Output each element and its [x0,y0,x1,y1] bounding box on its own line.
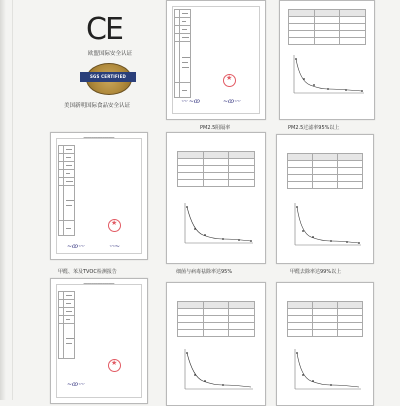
caption-pm25-filter: PM2.5阻隔率 [200,125,231,131]
data-table [287,153,363,189]
data-table [288,9,366,45]
test-report-card [166,132,266,264]
form-table [58,291,75,359]
sgs-caption: 美国新明国际食品安全认证 [64,103,131,109]
test-report-card [276,282,374,406]
test-report-card [166,282,266,406]
signature: ~ꝏ〰 [223,98,241,105]
red-stamp-icon [108,359,121,372]
signature: ~ꝏ〰 [67,381,85,388]
decay-curve-chart [177,199,255,251]
caption-formaldehyde-95: 细菌与病毒祛除率达95% [176,269,233,275]
caption-pm25-95: PM2.5过滤率95%以上 [288,125,340,131]
decay-curve-chart [287,199,363,253]
ce-mark-logo: CE [86,12,122,47]
scan-binding-line [12,0,13,400]
form-table [58,145,75,236]
data-table [287,301,363,337]
data-table [177,151,255,187]
decay-curve-chart [177,345,255,397]
caption-ndv-residue: 甲醛、苯及TVOC检测报告 [58,269,117,275]
decay-curve-chart [288,53,366,101]
scan-left-edge [0,0,6,400]
sgs-seal-ribbon: SGS CERTIFIED [80,72,136,82]
caption-formaldehyde-99: 甲醛去除率达99%以上 [290,269,342,275]
certificate-card: ━━━━━━━━━━━━━━━━ ★ ~ꝏ〰 [50,278,148,404]
red-stamp-icon [108,219,121,232]
signature: ~ꝏ〰 [67,243,85,250]
decay-curve-chart [287,345,363,397]
test-report-card [276,134,374,264]
red-stamp-icon [223,74,236,87]
ce-caption: 欧盟国际安全认证 [88,51,133,57]
data-table [177,301,255,337]
test-report-card [279,0,375,120]
form-table [174,9,191,98]
signature: 〰 ~ꝏ [181,98,200,105]
certificate-card [166,0,266,120]
certificate-card: ━━━━━━━━━━━━━━━━ ★ ~ꝏ〰 〰~ [50,132,148,260]
signature: 〰~ [109,243,121,250]
